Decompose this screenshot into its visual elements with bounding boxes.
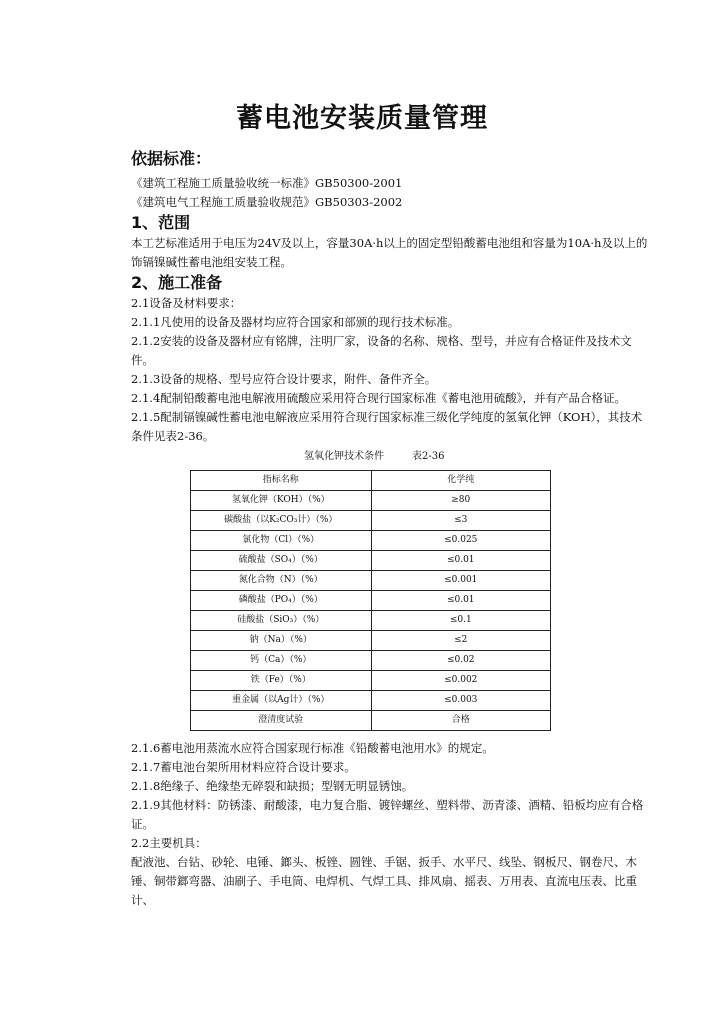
table-caption-number: 表2-36 (412, 451, 445, 462)
table-caption-title: 氢氧化钾技术条件 (304, 451, 384, 462)
basis-heading: 依据标准： (131, 149, 212, 168)
prep-line: 2.1.4配制铅酸蓄电池电解液用硫酸应采用符合现行国家标准《蓄电池用硫酸》，并有产品合格证。 (131, 391, 627, 405)
table-header-cell: 化学纯 (371, 471, 550, 491)
table-cell: 钙（Ca）（%） (191, 651, 372, 671)
table-row (191, 671, 551, 691)
table-cell: 碳酸盐（以K₂CO₃计）（%） (191, 511, 372, 531)
standard-line: 《建筑电气工程施工质量验收规范》GB50303-2002 (131, 195, 403, 209)
table-cell: 重金属（以Ag计）（%） (191, 691, 372, 711)
table-cell: 澄清度试验 (191, 711, 372, 731)
prep-line: 配液池、台钻、砂轮、电锤、鎯头、板锉、圆锉、手锯、扳手、水平尺、线坠、钢板尺、钢卷尺、木锤、铜带鎯弯器、油刷子、手电筒、电焊机、气焊工具、排风扇、摇表、万用表、直流电压表、比重计、 (131, 855, 637, 907)
table-row (191, 531, 551, 551)
table-cell: ≤0.01 (371, 591, 550, 611)
koh-spec-table (190, 470, 551, 731)
table-cell: 铁（Fe）（%） (191, 671, 372, 691)
document-body (131, 146, 651, 910)
prep-line: 2.1.8绝缘子、绝缘垫无碎裂和缺损；型钢无明显锈蚀。 (131, 779, 414, 793)
table-cell: 合格 (371, 711, 550, 731)
table-cell: ≤0.1 (371, 611, 550, 631)
prep-line: 2.1.2安装的设备及器材应有铭牌，注明厂家，设备的名称、规格、型号，并应有合格证件及技术文件。 (131, 334, 632, 367)
table-cell: 硫酸盐（SO₄）（%） (191, 551, 372, 571)
table-cell: 氮化合物（N）（%） (191, 571, 372, 591)
table-row (191, 591, 551, 611)
table-cell: 硅酸盐（SiO₃）（%） (191, 611, 372, 631)
prep-heading: 2、施工准备 (131, 273, 223, 292)
scope-text: 本工艺标准适用于电压为24V及以上，容量30A·h以上的固定型铅酸蓄电池组和容量为10A·h及以上的饰镉镍碱性蓄电池组安装工程。 (131, 236, 648, 269)
prep-line: 2.1.7蓄电池台架所用材料应符合设计要求。 (131, 760, 356, 774)
table-caption (131, 448, 651, 466)
table-header-cell: 指标名称 (191, 471, 372, 491)
table-cell: 磷酸盐（PO₄）（%） (191, 591, 372, 611)
prep-line: 2.2主要机具： (131, 836, 207, 850)
standard-line: 《建筑工程施工质量验收统一标准》GB50300-2001 (131, 176, 403, 190)
prep-line: 2.1.1凡使用的设备及器材均应符合国家和部颁的现行技术标准。 (131, 315, 460, 329)
table-cell: ≤3 (371, 511, 550, 531)
table-cell: ≤0.01 (371, 551, 550, 571)
table-cell: ≤0.025 (371, 531, 550, 551)
table-cell: ≤0.02 (371, 651, 550, 671)
table-cell: 氯化物（Cl）（%） (191, 531, 372, 551)
prep-line: 2.1.3设备的规格、型号应符合设计要求，附件、备件齐全。 (131, 372, 437, 386)
table-header-row (191, 471, 551, 491)
scope-heading: 1、范围 (131, 213, 191, 232)
prep-line: 2.1.9其他材料：防锈漆、耐酸漆，电力复合脂、镀锌螺丝、塑料带、沥青漆、酒精、铅板均应有合格证。 (131, 798, 644, 831)
table-cell: 钠（Na）（%） (191, 631, 372, 651)
table-row (191, 511, 551, 531)
table-row (191, 491, 551, 511)
table-row (191, 611, 551, 631)
table-cell: 氢氧化钾（KOH）（%） (191, 491, 372, 511)
table-cell: ≤2 (371, 631, 550, 651)
table-row (191, 651, 551, 671)
table-row (191, 711, 551, 731)
document-title: 蓄电池安装质量管理 (236, 103, 488, 134)
prep-line: 2.1.6蓄电池用蒸流水应符合国家现行标准《铅酸蓄电池用水》的规定。 (131, 741, 494, 755)
prep-line: 2.1.5配制镉镍碱性蓄电池电解液应采用符合现行国家标准三级化学纯度的氢氧化钾（KOH），其技术条件见表2-36。 (131, 410, 643, 443)
table-row (191, 551, 551, 571)
table-row (191, 571, 551, 591)
table-cell: ≤0.002 (371, 671, 550, 691)
table-cell: ≥80 (371, 491, 550, 511)
table-cell: ≤0.003 (371, 691, 550, 711)
table-cell: ≤0.001 (371, 571, 550, 591)
table-row (191, 631, 551, 651)
table-row (191, 691, 551, 711)
prep-line: 2.1设备及材料要求： (131, 296, 242, 310)
